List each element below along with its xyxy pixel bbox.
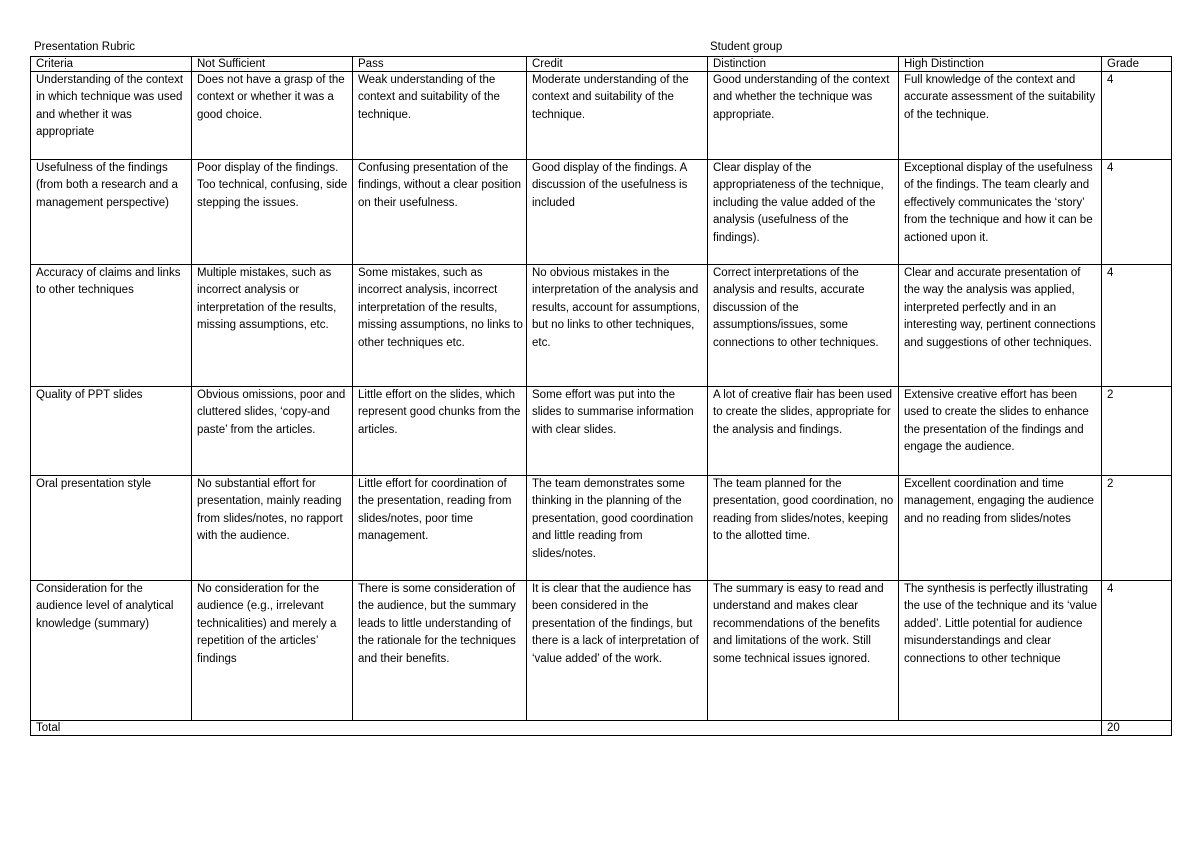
total-row [31, 721, 1172, 736]
column-header: Not Sufficient [192, 57, 353, 72]
high-distinction-cell: Full knowledge of the context and accurate assessment of the suitability of the technique. [899, 72, 1102, 160]
table-row [31, 72, 1172, 160]
column-header: Pass [353, 57, 527, 72]
column-header: Credit [527, 57, 708, 72]
high-distinction-cell: Extensive creative effort has been used to create the slides to enhance the presentation of the findings and engage the audience. [899, 387, 1102, 476]
distinction-cell: Clear display of the appropriateness of the technique, including the value added of the analysis (usefulness of the findings). [708, 160, 899, 265]
not-sufficient-cell: No consideration for the audience (e.g., irrelevant technicalities) and merely a repetition of the articles’ findings [192, 581, 353, 721]
not-sufficient-cell: No substantial effort for presentation, mainly reading from slides/notes, no rapport with the audience. [192, 476, 353, 581]
distinction-cell: Correct interpretations of the analysis and results, accurate discussion of the assumptions/issues, some connections to other techniques. [708, 265, 899, 387]
not-sufficient-cell: Multiple mistakes, such as incorrect analysis or interpretation of the results, missing assumptions, etc. [192, 265, 353, 387]
pass-cell: Weak understanding of the context and suitability of the technique. [353, 72, 527, 160]
pass-cell: Little effort on the slides, which represent good chunks from the articles. [353, 387, 527, 476]
header-row [31, 57, 1172, 72]
credit-cell: It is clear that the audience has been considered in the presentation of the findings, but there is a lack of interpretation of ‘value added’ of the work. [527, 581, 708, 721]
credit-cell: No obvious mistakes in the interpretation of the analysis and results, account for assumptions, but no links to other techniques, etc. [527, 265, 708, 387]
column-header: Distinction [708, 57, 899, 72]
pass-cell: Confusing presentation of the findings, without a clear position on their usefulness. [353, 160, 527, 265]
distinction-cell: The summary is easy to read and understand and makes clear recommendations of the benefits and limitations of the work. Still some technical issues ignored. [708, 581, 899, 721]
grade-cell: 2 [1102, 476, 1172, 581]
high-distinction-cell: Clear and accurate presentation of the way the analysis was applied, interpreted perfectly and in an interesting way, pertinent connections and suggestions of other techniques. [899, 265, 1102, 387]
criteria-cell: Accuracy of claims and links to other techniques [31, 265, 192, 387]
heading-row [30, 40, 1170, 56]
grade-cell: 4 [1102, 581, 1172, 721]
credit-cell: Some effort was put into the slides to summarise information with clear slides. [527, 387, 708, 476]
table-row [31, 265, 1172, 387]
criteria-cell: Consideration for the audience level of analytical knowledge (summary) [31, 581, 192, 721]
column-header: Criteria [31, 57, 192, 72]
distinction-cell: The team planned for the presentation, good coordination, no reading from slides/notes, keeping to the allotted time. [708, 476, 899, 581]
criteria-cell: Understanding of the context in which technique was used and whether it was appropriate [31, 72, 192, 160]
pass-cell: Some mistakes, such as incorrect analysis, incorrect interpretation of the results, missing assumptions, no links to other techniques etc. [353, 265, 527, 387]
grade-cell: 4 [1102, 160, 1172, 265]
high-distinction-cell: The synthesis is perfectly illustrating the use of the technique and its ‘value added’. Little potential for audience misunderstandings and clear connections to other technique [899, 581, 1102, 721]
high-distinction-cell: Exceptional display of the usefulness of the findings. The team clearly and effectively communicates the ‘story’ from the technique and how it can be actioned upon it. [899, 160, 1102, 265]
student-group-label: Student group [710, 41, 783, 53]
rubric-title: Presentation Rubric [34, 41, 135, 53]
grade-cell: 4 [1102, 265, 1172, 387]
column-header: Grade [1102, 57, 1172, 72]
credit-cell: Moderate understanding of the context and suitability of the technique. [527, 72, 708, 160]
table-row [31, 581, 1172, 721]
credit-cell: Good display of the findings. A discussion of the usefulness is included [527, 160, 708, 265]
total-value: 20 [1102, 721, 1172, 736]
pass-cell: There is some consideration of the audience, but the summary leads to little understanding of the rationale for the techniques and their benefits. [353, 581, 527, 721]
not-sufficient-cell: Does not have a grasp of the context or whether it was a good choice. [192, 72, 353, 160]
criteria-cell: Oral presentation style [31, 476, 192, 581]
distinction-cell: Good understanding of the context and whether the technique was appropriate. [708, 72, 899, 160]
credit-cell: The team demonstrates some thinking in the planning of the presentation, good coordination and little reading from slides/notes. [527, 476, 708, 581]
not-sufficient-cell: Obvious omissions, poor and cluttered slides, ‘copy-and paste’ from the articles. [192, 387, 353, 476]
rubric-page [30, 40, 1170, 736]
table-row [31, 476, 1172, 581]
table-row [31, 160, 1172, 265]
grade-cell: 4 [1102, 72, 1172, 160]
pass-cell: Little effort for coordination of the presentation, reading from slides/notes, poor time management. [353, 476, 527, 581]
not-sufficient-cell: Poor display of the findings. Too technical, confusing, side stepping the issues. [192, 160, 353, 265]
grade-cell: 2 [1102, 387, 1172, 476]
criteria-cell: Quality of PPT slides [31, 387, 192, 476]
column-header: High Distinction [899, 57, 1102, 72]
rubric-table [30, 56, 1172, 736]
total-label: Total [31, 721, 1102, 736]
criteria-cell: Usefulness of the findings (from both a research and a management perspective) [31, 160, 192, 265]
table-row [31, 387, 1172, 476]
high-distinction-cell: Excellent coordination and time management, engaging the audience and no reading from slides/notes [899, 476, 1102, 581]
distinction-cell: A lot of creative flair has been used to create the slides, appropriate for the analysis and findings. [708, 387, 899, 476]
